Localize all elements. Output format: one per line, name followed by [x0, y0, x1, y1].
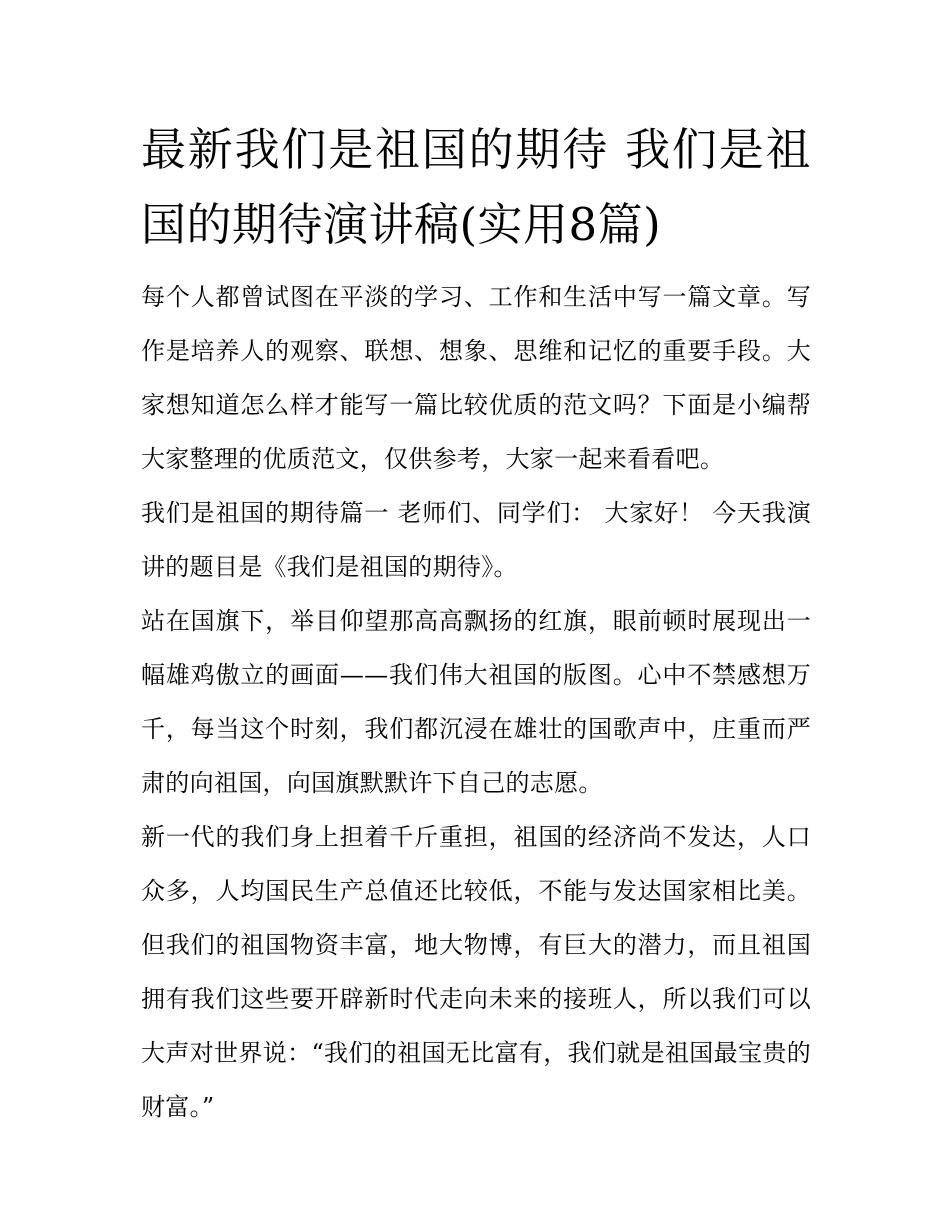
paragraph-intro: 每个人都曾试图在平淡的学习、工作和生活中写一篇文章。写作是培养人的观察、联想、想象、思维和记忆的重要手段。大家想知道怎么样才能写一篇比较优质的范文吗？下面是小编帮大家整理的优质范文，仅供参考，大家一起来看看吧。: [141, 283, 811, 473]
document-body: [141, 112, 811, 1134]
paragraph-greeting: 我们是祖国的期待篇一 老师们、同学们： 大家好！ 今天我演讲的题目是《我们是祖国的期待》。: [141, 499, 811, 581]
paragraph-generation: 新一代的我们身上担着千斤重担，祖国的经济尚不发达，人口众多，人均国民生产总值还比较低，不能与发达国家相比美。但我们的祖国物资丰富，地大物博，有巨大的潜力，而且祖国拥有我们这些要开辟新时代走向未来的接班人，所以我们可以大声对世界说：“我们的祖国无比富有，我们就是祖国最宝贵的财富。”: [141, 823, 811, 1121]
paragraph-flag: 站在国旗下，举目仰望那高高飘扬的红旗，眼前顿时展现出一幅雄鸡傲立的画面——我们伟大祖国的版图。心中不禁感想万千，每当这个时刻，我们都沉浸在雄壮的国歌声中，庄重而严肃的向祖国，向国旗默默许下自己的志愿。: [141, 607, 811, 797]
document-title: 最新我们是祖国的期待 我们是祖国的期待演讲稿(实用8篇): [141, 123, 811, 251]
